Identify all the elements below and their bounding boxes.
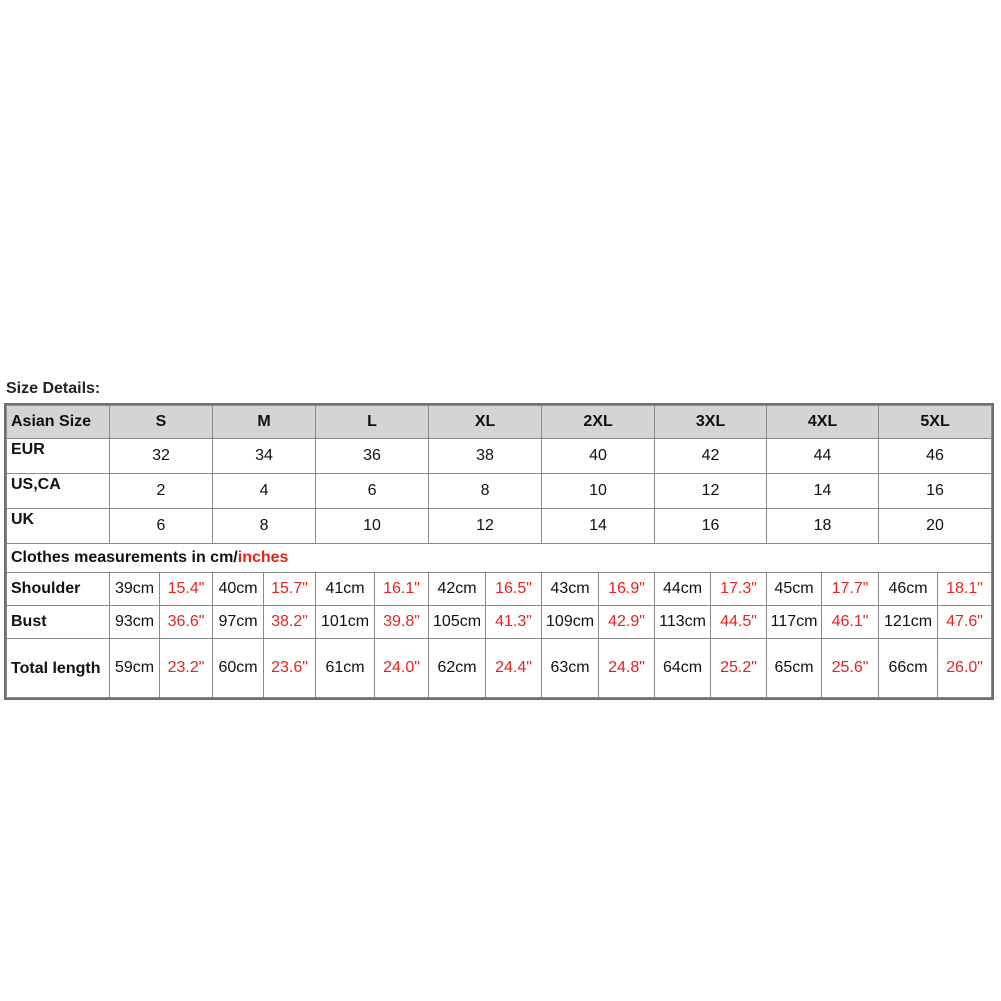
measurement-inches: 38.2" bbox=[264, 606, 316, 639]
conversion-value: 18 bbox=[767, 509, 879, 544]
conversion-value: 10 bbox=[542, 474, 655, 509]
measurement-label: Bust bbox=[7, 606, 110, 639]
measurement-inches: 47.6" bbox=[938, 606, 992, 639]
measurement-cm: 46cm bbox=[879, 573, 938, 606]
section-prefix: Clothes measurements in cm/ bbox=[11, 549, 238, 566]
conversion-value: 12 bbox=[429, 509, 542, 544]
conversion-value: 46 bbox=[879, 439, 992, 474]
conversion-value: 38 bbox=[429, 439, 542, 474]
conversion-value: 36 bbox=[316, 439, 429, 474]
size-header: 5XL bbox=[879, 406, 992, 439]
measurement-inches: 39.8" bbox=[375, 606, 429, 639]
measurement-cm: 64cm bbox=[655, 639, 711, 698]
conversion-value: 6 bbox=[316, 474, 429, 509]
size-header: S bbox=[110, 406, 213, 439]
measurement-cm: 113cm bbox=[655, 606, 711, 639]
measurement-label: Total length bbox=[7, 639, 110, 698]
conversion-value: 8 bbox=[429, 474, 542, 509]
measurement-inches: 25.6" bbox=[822, 639, 879, 698]
size-header: 4XL bbox=[767, 406, 879, 439]
measurement-cm: 39cm bbox=[110, 573, 160, 606]
measurement-inches: 16.9" bbox=[599, 573, 655, 606]
measurement-cm: 61cm bbox=[316, 639, 375, 698]
measurement-cm: 42cm bbox=[429, 573, 486, 606]
measurement-cm: 97cm bbox=[213, 606, 264, 639]
conversion-value: 34 bbox=[213, 439, 316, 474]
size-header: 2XL bbox=[542, 406, 655, 439]
conversion-label: EUR bbox=[7, 439, 110, 474]
conversion-value: 10 bbox=[316, 509, 429, 544]
measurement-inches: 16.1" bbox=[375, 573, 429, 606]
measurement-inches: 42.9" bbox=[599, 606, 655, 639]
measurement-inches: 26.0" bbox=[938, 639, 992, 698]
size-chart-table bbox=[6, 405, 992, 698]
conversion-value: 32 bbox=[110, 439, 213, 474]
measurement-inches: 15.4" bbox=[160, 573, 213, 606]
size-details-title: Size Details: bbox=[6, 380, 101, 397]
conversion-row bbox=[7, 439, 992, 474]
conversion-value: 6 bbox=[110, 509, 213, 544]
measurement-cm: 105cm bbox=[429, 606, 486, 639]
measurement-label: Shoulder bbox=[7, 573, 110, 606]
measurement-cm: 60cm bbox=[213, 639, 264, 698]
truncated-footnote bbox=[6, 706, 126, 712]
measurement-cm: 121cm bbox=[879, 606, 938, 639]
measurement-row bbox=[7, 606, 992, 639]
measurement-inches: 36.6" bbox=[160, 606, 213, 639]
measurement-inches: 23.6" bbox=[264, 639, 316, 698]
conversion-value: 12 bbox=[655, 474, 767, 509]
conversion-label: UK bbox=[7, 509, 110, 544]
conversion-value: 8 bbox=[213, 509, 316, 544]
measurement-cm: 65cm bbox=[767, 639, 822, 698]
conversion-value: 40 bbox=[542, 439, 655, 474]
conversion-value: 16 bbox=[879, 474, 992, 509]
size-header: XL bbox=[429, 406, 542, 439]
measurement-inches: 17.3" bbox=[711, 573, 767, 606]
measurement-cm: 43cm bbox=[542, 573, 599, 606]
measurement-inches: 44.5" bbox=[711, 606, 767, 639]
measurement-cm: 66cm bbox=[879, 639, 938, 698]
section-unit-highlight: inches bbox=[237, 549, 289, 566]
size-header: 3XL bbox=[655, 406, 767, 439]
measurement-cm: 62cm bbox=[429, 639, 486, 698]
measurement-row bbox=[7, 573, 992, 606]
measurement-inches: 24.0" bbox=[375, 639, 429, 698]
measurement-cm: 93cm bbox=[110, 606, 160, 639]
measurement-cm: 44cm bbox=[655, 573, 711, 606]
measurement-inches: 24.8" bbox=[599, 639, 655, 698]
measurement-inches: 25.2" bbox=[711, 639, 767, 698]
header-label: Asian Size bbox=[7, 406, 110, 439]
size-header: L bbox=[316, 406, 429, 439]
conversion-value: 14 bbox=[767, 474, 879, 509]
conversion-value: 4 bbox=[213, 474, 316, 509]
measurement-cm: 63cm bbox=[542, 639, 599, 698]
conversion-value: 42 bbox=[655, 439, 767, 474]
measurement-inches: 24.4" bbox=[486, 639, 542, 698]
conversion-value: 2 bbox=[110, 474, 213, 509]
measurement-cm: 109cm bbox=[542, 606, 599, 639]
measurement-inches: 18.1" bbox=[938, 573, 992, 606]
measurement-cm: 40cm bbox=[213, 573, 264, 606]
measurement-cm: 117cm bbox=[767, 606, 822, 639]
measurement-inches: 41.3" bbox=[486, 606, 542, 639]
size-header: M bbox=[213, 406, 316, 439]
conversion-value: 14 bbox=[542, 509, 655, 544]
conversion-value: 44 bbox=[767, 439, 879, 474]
measurement-cm: 41cm bbox=[316, 573, 375, 606]
conversion-row bbox=[7, 474, 992, 509]
conversion-value: 16 bbox=[655, 509, 767, 544]
measurement-section-row bbox=[7, 544, 992, 573]
measurement-inches: 23.2" bbox=[160, 639, 213, 698]
measurement-inches: 46.1" bbox=[822, 606, 879, 639]
header-row bbox=[7, 406, 992, 439]
measurement-cm: 101cm bbox=[316, 606, 375, 639]
measurement-inches: 15.7" bbox=[264, 573, 316, 606]
measurement-inches: 17.7" bbox=[822, 573, 879, 606]
measurement-section-heading bbox=[7, 544, 992, 573]
measurement-cm: 45cm bbox=[767, 573, 822, 606]
conversion-value: 20 bbox=[879, 509, 992, 544]
conversion-label: US,CA bbox=[7, 474, 110, 509]
measurement-cm: 59cm bbox=[110, 639, 160, 698]
measurement-row bbox=[7, 639, 992, 698]
measurement-inches: 16.5" bbox=[486, 573, 542, 606]
conversion-row bbox=[7, 509, 992, 544]
